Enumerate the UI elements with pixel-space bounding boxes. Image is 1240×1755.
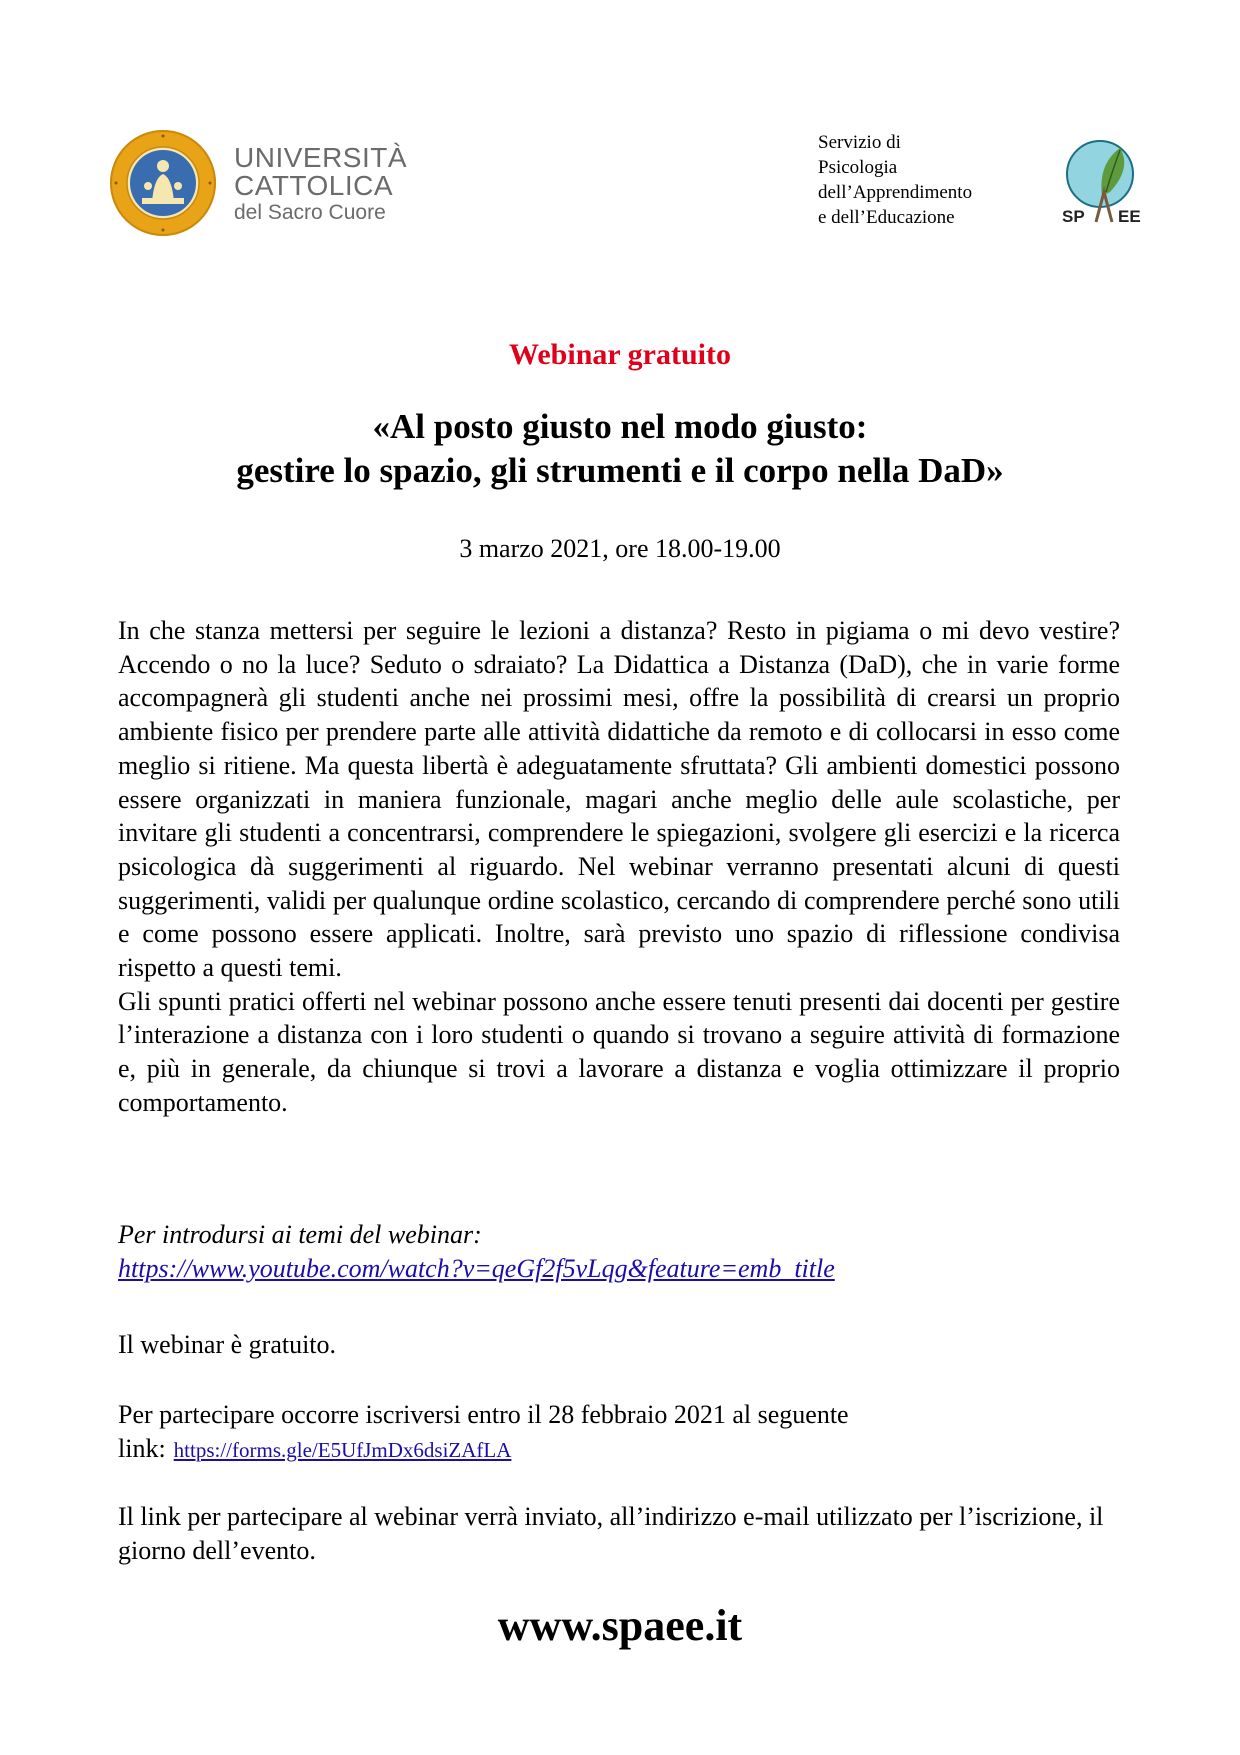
event-description — [118, 614, 1120, 1120]
webinar-tag: Webinar gratuito — [509, 338, 731, 371]
spaee-logo-right-text: EE — [1118, 207, 1141, 226]
service-name-line4: e dell’Educazione — [818, 207, 955, 228]
spaee-logo-left-text: SP — [1062, 207, 1085, 226]
description-paragraph-2: Gli spunti pratici offerti nel webinar possono anche essere tenuti presenti dai docenti per gestire l’interazione a distanza con i loro studenti o quando si trovano a seguire attività di formazione e, più in generale, da chiunque si trovi a lavorare a distanza e voglia ottimizzare il proprio comportamento. — [118, 986, 1120, 1117]
university-seal-icon — [108, 128, 218, 238]
youtube-link[interactable]: https://www.youtube.com/watch?v=qeGf2f5vLqg&feature=emb_title — [118, 1254, 835, 1283]
intro-label: Per introdursi ai temi del webinar: — [118, 1220, 482, 1249]
university-name-line1: UNIVERSITÀ — [234, 141, 408, 173]
event-title-line2: gestire lo spazio, gli strumenti e il corpo nella DaD» — [236, 451, 1004, 490]
signup-text: Per partecipare occorre iscriversi entro il 28 febbraio 2021 al seguente link: — [118, 1400, 849, 1463]
university-logo — [108, 128, 407, 238]
university-wordmark — [234, 141, 408, 224]
service-name-line1: Servizio di — [818, 132, 901, 153]
closing-note: Il link per partecipare al webinar verrà inviato, all’indirizzo e-mail utilizzato per l’iscrizione, il giorno dell’evento. — [118, 1502, 1104, 1565]
event-title-line1: «Al posto giusto nel modo giusto: — [372, 407, 868, 446]
header — [108, 120, 1158, 250]
university-name-line2: CATTOLICA — [234, 169, 394, 201]
event-date: 3 marzo 2021, ore 18.00-19.00 — [459, 534, 781, 563]
signup-instructions — [118, 1398, 1120, 1467]
service-name-line2: Psicologia — [818, 157, 898, 178]
description-paragraph-1: In che stanza mettersi per seguire le lezioni a distanza? Resto in pigiama o mi devo vestire? Accendo o no la luce? Seduto o sdraiato? La Didattica a Distanza (DaD), che in varie forme accompagnerà gli studenti anche nei prossimi mesi, offre la possibilità di crearsi un proprio ambiente fisico per prendere parte alle attività didattiche da remoto e di collocarsi in esso come meglio si ritiene. Ma questa libertà è adeguatamente sfruttata? Gli ambienti domestici possono essere organizzati in maniera funzionale, magari anche meglio delle aule scolastiche, per invitare gli studenti a concentrarsi, comprendere le spiegazioni, svolgere gli esercizi e la ricerca psicologica dà suggerimenti al riguardo. Nel webinar verranno presentati alcuni di questi suggerimenti, validi per qualunque ordine scolastico, cercando di comprendere perché sono utili e come possono essere applicati. Inoltre, sarà previsto uno spazio di riflessione condivisa rispetto a questi temi. — [118, 616, 1120, 983]
free-note: Il webinar è gratuito. — [118, 1330, 337, 1359]
service-name-line3: dell’Apprendimento — [818, 182, 973, 203]
event-title — [0, 405, 1240, 493]
university-name-line3: del Sacro Cuore — [234, 200, 386, 224]
spaee-logo-icon — [1058, 134, 1158, 234]
service-name — [818, 130, 972, 230]
website-url: www.spaee.it — [497, 1601, 743, 1650]
signup-form-link[interactable]: https://forms.gle/E5UfJmDx6dsiZAfLA — [173, 1438, 512, 1462]
